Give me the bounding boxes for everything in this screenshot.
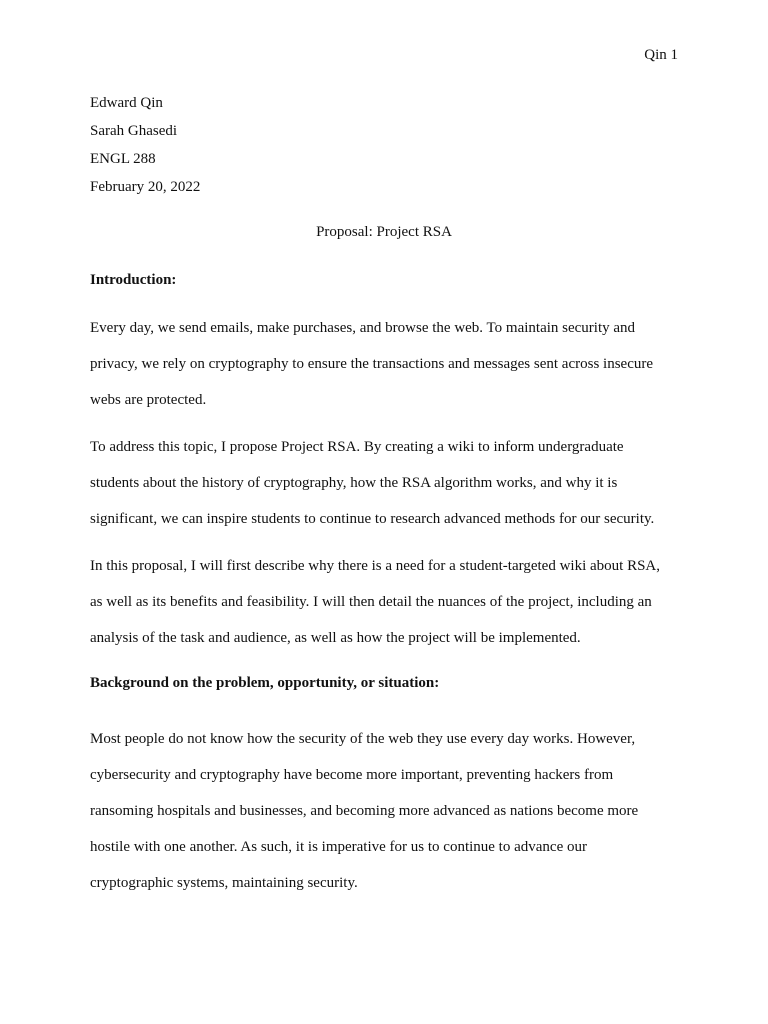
- running-head: Qin 1: [644, 47, 678, 63]
- instructor-name: Sarah Ghasedi: [90, 123, 178, 139]
- mla-heading: [90, 93, 200, 205]
- paragraph-line: hostile with one another. As such, it is imperative for us to continue to advance our: [90, 839, 587, 855]
- paragraph-line: cybersecurity and cryptography have become more important, preventing hackers from: [90, 767, 614, 783]
- paragraph-line: In this proposal, I will first describe why there is a need for a student-targeted wiki about RSA,: [90, 558, 661, 574]
- paragraph-line: To address this topic, I propose Project RSA. By creating a wiki to inform undergraduate: [90, 439, 624, 455]
- paragraph-line: analysis of the task and audience, as well as how the project will be implemented.: [90, 630, 581, 646]
- document-date: February 20, 2022: [90, 179, 201, 195]
- paragraph-line: as well as its benefits and feasibility. I will then detail the nuances of the project, including an: [90, 594, 652, 610]
- paragraph-line: students about the history of cryptography, how the RSA algorithm works, and why it is: [90, 475, 618, 491]
- section-heading-introduction: Introduction:: [90, 272, 177, 288]
- paragraph-line: Most people do not know how the security of the web they use every day works. However,: [90, 731, 636, 747]
- paragraph: [90, 556, 660, 664]
- paragraph-line: privacy, we rely on cryptography to ensure the transactions and messages sent across insecure: [90, 356, 654, 372]
- paragraph-line: ransoming hospitals and businesses, and becoming more advanced as nations become more: [90, 803, 639, 819]
- paragraph-line: cryptographic systems, maintaining security.: [90, 875, 358, 891]
- paragraph-line: webs are protected.: [90, 392, 207, 408]
- author-name: Edward Qin: [90, 95, 163, 111]
- paragraph: [90, 729, 638, 909]
- document-title: Proposal: Project RSA: [316, 224, 452, 240]
- paragraph-line: Every day, we send emails, make purchases, and browse the web. To maintain security and: [90, 320, 636, 336]
- paragraph-line: significant, we can inspire students to continue to research advanced methods for our security.: [90, 511, 655, 527]
- paragraph: [90, 437, 654, 545]
- course-name: ENGL 288: [90, 151, 156, 167]
- section-heading-background: Background on the problem, opportunity, or situation:: [90, 675, 440, 691]
- paragraph: [90, 318, 653, 426]
